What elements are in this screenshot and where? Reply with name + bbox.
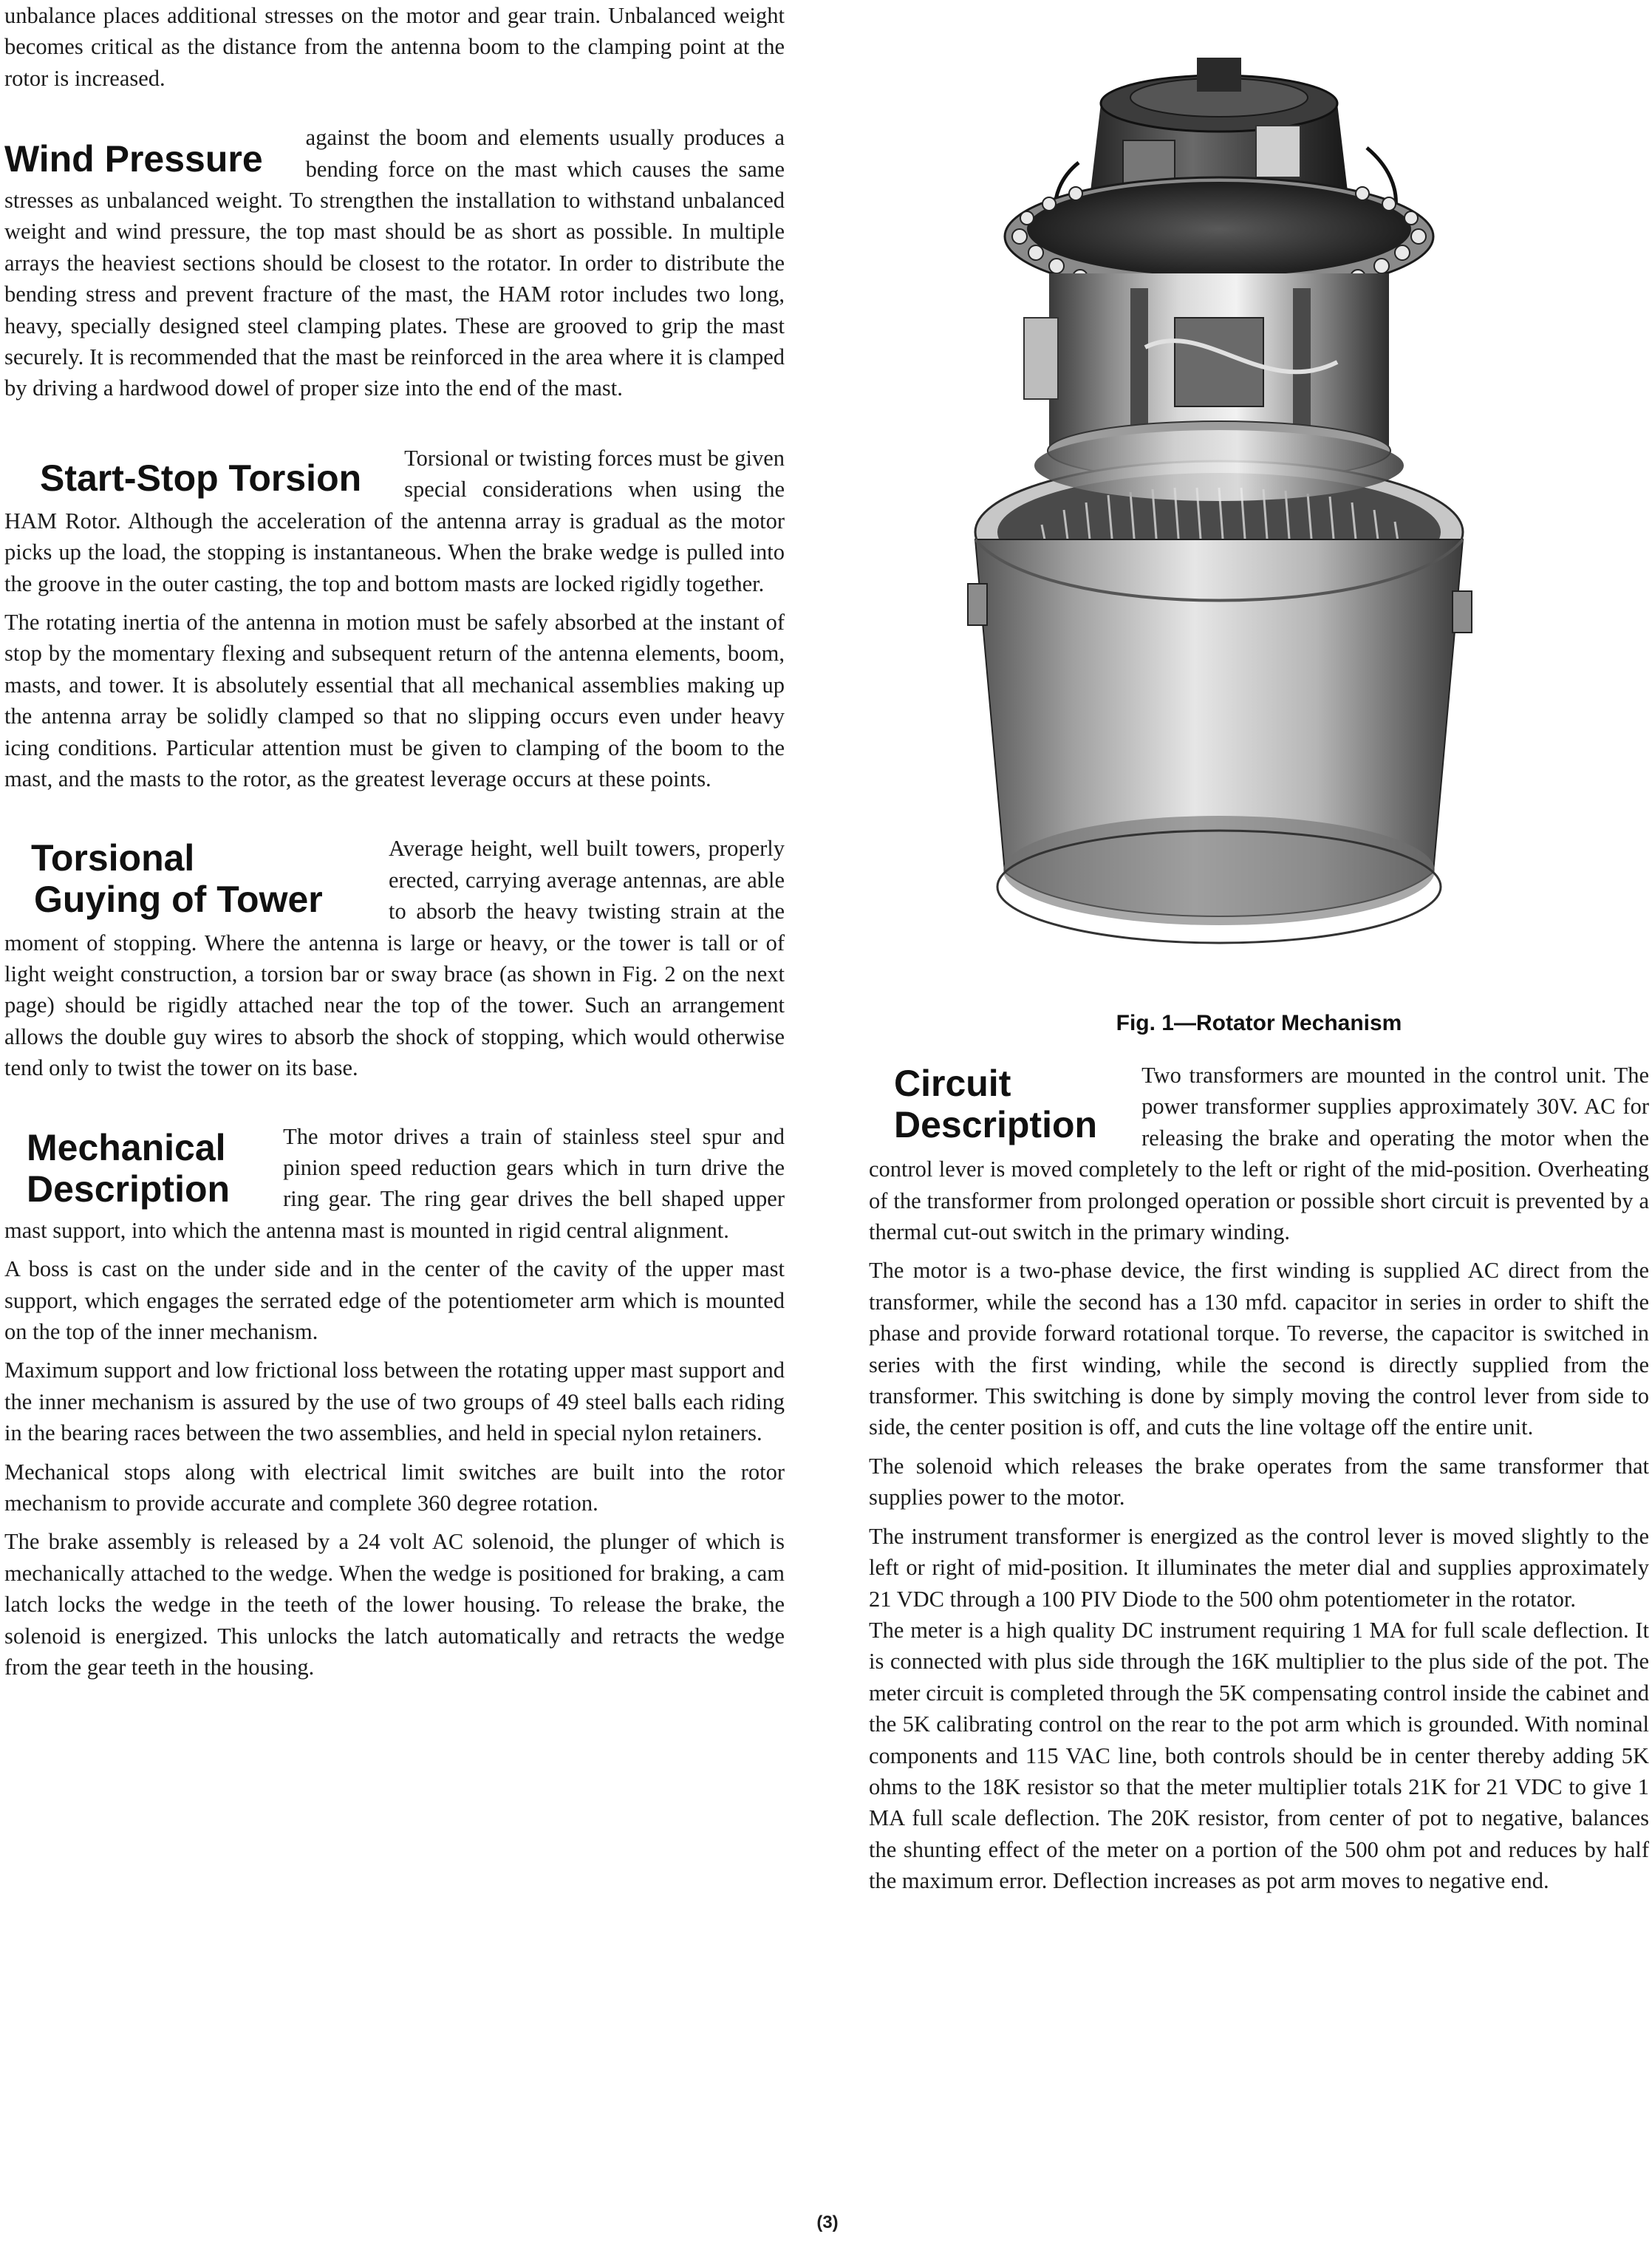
wind-pressure-section: [4, 122, 785, 404]
mechanical-description-p2: A boss is cast on the under side and in the center of the cavity of the upper mast support, which engages the serrated edge of the potentiometer arm which is mounted on the top of the inner mechanism.: [4, 1256, 785, 1345]
circuit-description-heading: [894, 1063, 1097, 1145]
torsional-guying-section: [4, 833, 785, 1083]
circuit-description-p3: The solenoid which releases the brake operates from the same transformer that supplies power to the motor.: [869, 1453, 1649, 1510]
torsional-guying-text: Average height, well built towers, properly erected, carrying average antennas, are able to absorb the heavy twisting strain at the moment of stopping. Where the antenna is large or heavy, or the tower is tall or of light weight construction, a torsion bar or sway brace (as shown in Fig. 2 on the next page) should be rigidly attached near the top of the tower. Such an arrangement allows the double guy wires to absorb the shock of stopping, which would otherwise tend only to twist the tower on its base.: [4, 836, 785, 1081]
torsional-guying-heading-line-1: Torsional: [31, 837, 195, 879]
torsional-guying-heading-line-2: Guying of Tower: [34, 879, 323, 921]
circuit-description-text: Two transformers are mounted in the control unit. The power transformer supplies approximately 30V. AC for releasing the brake and operating the motor when the control lever is moved completely to the left or right of the mid-position. Overheating of the transformer from prolonged operation or possible short circuit is prevented by a thermal cut-out switch in the primary winding.: [869, 1063, 1649, 1245]
circuit-description-p5: The meter is a high quality DC instrument requiring 1 MA for full scale deflection. It is connected with plus side through the 16K multiplier to the plus side of the pot. The meter circuit is completed through the 5K compensating control inside the cabinet and the 5K calibrating control on the rear to the pot arm which is grounded. With nominal components and 115 VAC line, both controls should be in center thereby adding 5K ohms to the 18K resistor so that the meter multiplier totals 21K for 21 VDC to give 1 MA full scale deflection. The 20K resistor, from center of pot to negative, balances the shunting effect of the meter on a portion of the 500 ohm pot and reduces by half the maximum error. Deflection increases as pot arm moves to negative end.: [869, 1617, 1649, 1894]
circuit-description-section: [869, 1060, 1649, 1897]
mechanical-description-heading-line-1: Mechanical: [27, 1126, 226, 1168]
torsional-guying-heading: [31, 837, 366, 920]
intro-paragraph: unbalance places additional stresses on the motor and gear train. Unbalanced weight becomes critical as the distance from the antenna boom to the clamping point at the rotor is increased.: [4, 3, 785, 91]
mechanical-description-p3: Maximum support and low frictional loss between the rotating upper mast support and the inner mechanism is assured by the use of two groups of 49 steel balls each riding in the bearing races between the two assemblies, and held in special nylon retainers.: [4, 1357, 785, 1446]
circuit-description-p2: The motor is a two-phase device, the first winding is supplied AC direct from the transformer, while the second has a 130 mfd. capacitor in series in order to shift the phase and provide forward rotational torque. To reverse, the capacitor is switched in series with the first winding, while the second is directly supplied from the transformer. This switching is done by simply moving the control lever from side to side, the center position is off, and cuts the line voltage off the entire unit.: [869, 1258, 1649, 1440]
figure-caption: Fig. 1—Rotator Mechanism: [1116, 1011, 1402, 1035]
mechanical-description-p4: Mechanical stops along with electrical limit switches are built into the rotor mechanism to provide accurate and complete 360 degree rotation.: [4, 1459, 785, 1516]
rotator-mechanism-photo: [953, 52, 1500, 983]
start-stop-torsion-section: [4, 443, 785, 794]
circuit-description-heading-line-2: Description: [894, 1104, 1098, 1145]
wind-pressure-text: against the boom and elements usually produces a bending force on the mast which causes the same stresses as unbalanced weight. To strengthen the installation to withstand unbalanced weight and wind pressure, the top mast should be as short as possible. In multiple arrays the heaviest sections should be closest to the rotator. In order to distribute the bending stress and prevent fracture of the mast, the HAM rotor includes two long, heavy, specially designed steel clamping plates. These are grooved to grip the mast securely. It is recommended that the mast be reinforced in the area where it is clamped by driving a hardwood dowel of proper size into the end of the mast.: [4, 125, 785, 401]
mechanical-description-heading: [27, 1127, 230, 1210]
mechanical-description-p5: The brake assembly is released by a 24 volt AC solenoid, the plunger of which is mechanically attached to the wedge. When the wedge is positioned for braking, a cam latch locks the wedge in the teeth of the lower housing. To release the brake, the solenoid is energized. This unlocks the latch automatically and retracts the wedge from the gear teeth in the housing.: [4, 1529, 785, 1680]
page-number: (3): [816, 2212, 839, 2232]
circuit-description-heading-line-1: Circuit: [894, 1063, 1011, 1104]
start-stop-torsion-text: Torsional or twisting forces must be given special considerations when using the HAM Rotor. Although the acceleration of the antenna array is gradual as the motor picks up the load, the stopping is instantaneous. When the brake wedge is pulled into the groove in the outer casting, the top and bottom masts are locked rigidly together.: [4, 445, 785, 596]
left-column: [4, 0, 785, 1683]
right-column: [869, 1060, 1649, 1897]
mechanical-description-section: [4, 1121, 785, 1683]
mechanical-description-text: The motor drives a train of stainless steel spur and pinion speed reduction gears which in turn drive the ring gear. The ring gear drives the bell shaped upper mast support, into which the antenna mast is mounted in rigid central alignment.: [4, 1123, 785, 1243]
start-stop-torsion-heading: Start-Stop Torsion: [40, 457, 362, 499]
mechanical-description-heading-line-2: Description: [27, 1168, 231, 1210]
circuit-description-p4: The instrument transformer is energized as the control lever is moved slightly to the left or right of mid-position. It illuminates the meter dial and supplies approximately 21 VDC through a 100 PIV Diode to the 500 ohm potentiometer in the rotator.: [869, 1523, 1649, 1612]
start-stop-torsion-text-2: The rotating inertia of the antenna in motion must be safely absorbed at the instant of stop by the momentary flexing and subsequent return of the antenna elements, boom, masts, and tower. It is absolutely essential that all mechanical assemblies making up the antenna array be solidly clamped so that no slipping occurs even under heavy icing conditions. Particular attention must be given to clamping of the boom to the mast, and the masts to the rotor, as the greatest leverage occurs at these points.: [4, 609, 785, 791]
wind-pressure-heading: Wind Pressure: [4, 138, 263, 180]
